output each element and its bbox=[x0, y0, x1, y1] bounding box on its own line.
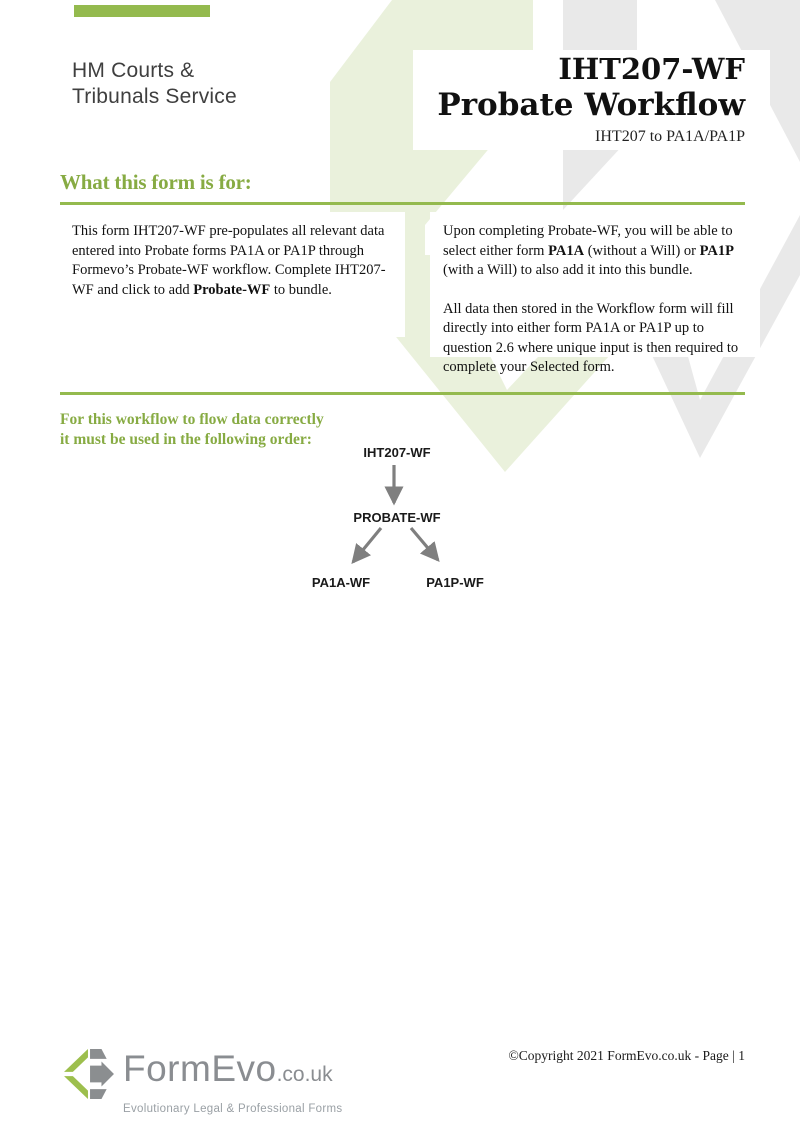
hmcts-logo-line2: Tribunals Service bbox=[72, 85, 237, 108]
right-column bbox=[443, 222, 748, 378]
right-paragraph1-bold1: PA1A bbox=[548, 242, 585, 259]
document-subtitle: IHT207 to PA1A/PA1P bbox=[595, 128, 745, 145]
workflow-order-note bbox=[60, 410, 340, 450]
left-column bbox=[72, 222, 394, 300]
right-paragraph-1 bbox=[443, 222, 748, 281]
divider-rule-bottom bbox=[60, 392, 745, 395]
formevo-name: FormEvo bbox=[123, 1048, 277, 1089]
right-paragraph-2: All data then stored in the Workflow form will fill directly into either form PA1A or PA1P up to question 2.6 where unique input is then required to complete your Selected form. bbox=[443, 300, 739, 375]
left-paragraph-text-end: to bundle. bbox=[270, 281, 332, 298]
divider-rule-top bbox=[60, 202, 745, 205]
right-paragraph1-text2: (without a Will) or bbox=[584, 242, 700, 259]
flowchart-node-pa1awf: PA1A-WF bbox=[311, 575, 371, 590]
workflow-order-note-line2: it must be used in the following order: bbox=[60, 431, 312, 448]
flowchart-node-pa1pwf: PA1P-WF bbox=[426, 575, 484, 590]
document-title-block bbox=[325, 52, 745, 148]
workflow-order-note-line1: For this workflow to flow data correctly bbox=[60, 411, 324, 428]
left-paragraph-bold: Probate-WF bbox=[193, 281, 271, 298]
left-paragraph-text: This form IHT207-WF pre-populates all relevant data entered into Probate forms PA1A or PA1P through Formevo’s Probate-WF workflow. Complete IHT207-WF and click to add bbox=[72, 223, 386, 298]
formevo-logo bbox=[63, 1047, 342, 1115]
hmcts-logo-line1: HM Courts & bbox=[72, 59, 195, 82]
flowchart-node-iht207wf: IHT207-WF bbox=[363, 445, 431, 460]
hmcts-green-bar bbox=[74, 5, 210, 17]
section-heading: What this form is for: bbox=[60, 170, 252, 194]
left-paragraph bbox=[72, 222, 394, 300]
document-title-line2: Probate Workflow bbox=[437, 87, 745, 123]
document-title-line1: IHT207-WF bbox=[558, 52, 745, 86]
copyright-text: ©Copyright 2021 FormEvo.co.uk - Page | 1 bbox=[508, 1048, 745, 1063]
right-paragraph1-text1: Upon completing Probate-WF, you will be able to select either form bbox=[443, 223, 733, 259]
formevo-wordmark bbox=[123, 1047, 333, 1099]
formevo-hexagon-icon bbox=[63, 1047, 115, 1101]
right-paragraph1-bold2: PA1P bbox=[699, 242, 734, 259]
flowchart-node-probatewf: PROBATE-WF bbox=[353, 510, 441, 525]
right-paragraph1-text3: (with a Will) to also add it into this bundle. bbox=[443, 262, 693, 278]
formevo-tagline: Evolutionary Legal & Professional Forms bbox=[123, 1103, 343, 1115]
hmcts-logo bbox=[72, 58, 237, 110]
formevo-tld: .co.uk bbox=[276, 1063, 333, 1086]
